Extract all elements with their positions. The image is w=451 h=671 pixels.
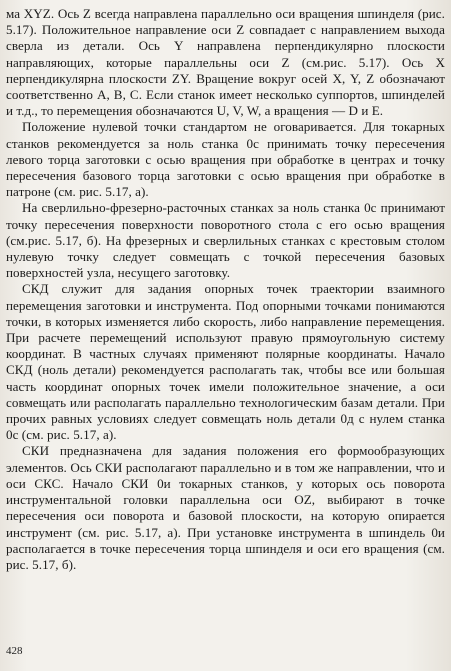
- paragraph-drilling-machines: На сверлильно-фрезерно-расточных станках за ноль станка 0с принимают точку пересечения поверхности поворотного стола с его осью вращения (см.рис. 5.17, б). На фрезерных и сверлильных станках с крестовым столом нулевую точку следует совмещать с точкой пересечения базовых поверхностей узла, несущего заготовку.: [6, 200, 445, 281]
- paragraph-ski: СКИ предназначена для задания положения его формообразующих элементов. Ось СКИ располагают параллельно и в том же направлении, что и оси СКС. Начало СКИ 0и токарных станков, у которых ось поворота инструментальной головки параллельна оси OZ, выбирают в точке пересечения оси поворота и базовой плоскости, на которую опирается инструмент (см. рис. 5.17, а). При установке инструмента в шпиндель 0и располагается в точке пересечения торца шпинделя и оси его вращения (см. рис. 5.17, б).: [6, 443, 445, 572]
- paragraph-skd: СКД служит для задания опорных точек траектории взаимного перемещения заготовки и инструмента. Под опорными точками понимаются точки, в которых изменяется либо скорость, либо направление перемещения. При расчете перемещений используют правую прямоугольную систему координат. В частных случаях применяют полярные координаты. Начало СКД (ноль детали) рекомендуется располагать так, чтобы все или большая часть координат опорных точек имели положительное значение, а оси совмещать или располагать параллельно технологическим базам детали. При прочих равных условиях следует совмещать ноль детали 0д с нулем станка 0с (см. рис. 5.17, а).: [6, 281, 445, 443]
- paragraph-axes: ма XYZ. Ось Z всегда направлена параллельно оси вращения шпинделя (рис. 5.17). Положительное направление оси Z совпадает с направлением выхода сверла из детали. Ось Y направлена перпендикулярно плоскости направляющих, которые параллельны оси Z (см.рис. 5.17). Ось X перпендикулярна плоскости ZY. Вращение вокруг осей X, Y, Z обозначают соответственно A, B, C. Если станок имеет несколько суппортов, шпинделей и т.д., то перемещения обозначаются U, V, W, а вращения — D и E.: [6, 6, 445, 119]
- paragraph-zero-point: Положение нулевой точки стандартом не оговаривается. Для токарных станков рекомендуется за ноль станка 0с принимать точку пересечения левого торца заготовки с осью вращения при обработке в центрах и точку пересечения базового торца заготовки с осью вращения при обработке в патроне (см. рис. 5.17, а).: [6, 119, 445, 200]
- page-number: 428: [6, 645, 23, 657]
